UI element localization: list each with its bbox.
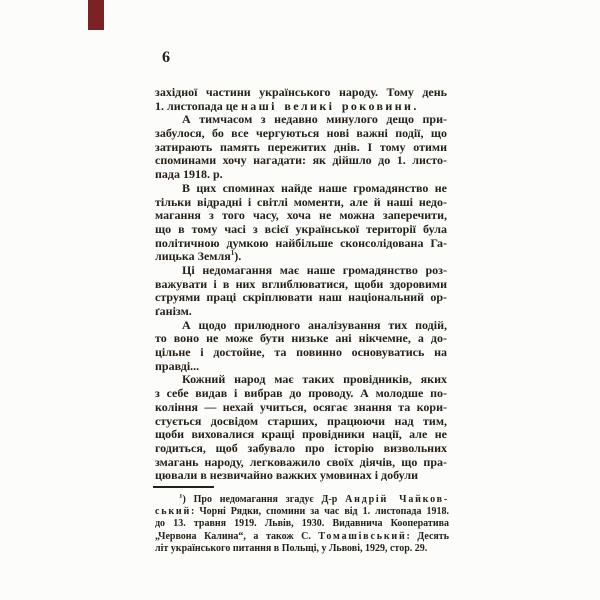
text-line: важувати і в них вглиблюватися, щоби здоровими xyxy=(155,277,447,291)
paragraph xyxy=(155,182,447,264)
text-line: струями праці скріплювати наш національний ор- xyxy=(155,291,447,305)
text-line: $^1$) Про недомагання згадує Д-р Андрій Чайков- xyxy=(155,494,449,506)
text-line: змагань народу, легковажило своїх діячів, що пра- xyxy=(155,455,447,469)
text-line: цювали в незвичайно важких умовинах і добули xyxy=(155,469,419,483)
text-line: тільки відрадні і світлі моменти, але й наші недо- xyxy=(155,195,447,209)
text-line: годиться, щоб забувало про історію визвольних xyxy=(155,441,447,455)
text-line: щоби виховалися кращі провідники нації, але не xyxy=(155,428,447,442)
text-line: „Червона Калина“, а також С. Томашівський: Десять xyxy=(155,530,449,542)
paragraph xyxy=(155,373,447,483)
text-line: А щодо прилюдного аналізування тих подій, xyxy=(182,318,447,332)
text-line: до 13. травня 1919. Львів, 1930. Видавнича Кооператива xyxy=(155,518,449,530)
text-line: забулося, бо все чергуються нові важні події, що xyxy=(155,127,447,141)
text-line: Кожний народ має таких провідників, яких xyxy=(182,373,447,387)
footnote-marker: 1 xyxy=(179,494,183,500)
text-line: споминами хочу нагадати: як дійшло до 1. листо- xyxy=(155,154,447,168)
text-line: стується досвідом старших, працюючи над тим, xyxy=(155,414,447,428)
text-line: А тимчасом з недавно минулого дещо при- xyxy=(182,113,447,127)
binding-mark xyxy=(88,0,104,30)
text-line: цільне і достойне, та повинно основуватись на xyxy=(155,346,447,360)
text-line: західної частини українського народу. Тому день xyxy=(155,86,447,99)
paragraph xyxy=(155,319,447,374)
text-line: правді... xyxy=(155,359,200,373)
footnote-marker: 1 xyxy=(230,250,235,258)
text-line: з себе видав і вибрав до проводу. А молодше по- xyxy=(155,387,447,401)
text-line: пада 1918. р. xyxy=(155,168,223,182)
body-text xyxy=(155,86,447,483)
text-line: затирають память пережитих днів. І тому отими xyxy=(155,140,447,154)
paragraph xyxy=(155,86,447,113)
text-line: лицька Земля$^1$). xyxy=(155,250,242,264)
text-line: ський: Чорні Рядки, спомини за час від 1. листопада 1918. xyxy=(155,506,449,518)
paragraph xyxy=(155,494,449,555)
footnote xyxy=(155,494,449,555)
paragraph xyxy=(155,113,447,181)
text-line: що в тому часі з всієї української території була xyxy=(155,222,447,236)
text-line: то воно не може бути низьке ані нікчемне, а до- xyxy=(155,332,447,346)
text-line: ґанізм. xyxy=(155,305,192,318)
text-line: 1. листопада це наші великі роковини. xyxy=(155,99,419,113)
text-line: політичною думкою найбільше сконсолідована Га- xyxy=(155,236,447,250)
text-line: Ці недомагання має наше громадянство роз- xyxy=(182,263,447,277)
paragraph xyxy=(155,264,447,319)
text-line: магання з того часу, хоча не можна заперечити, xyxy=(155,209,447,223)
text-line: коління — нехай учиться, осягає знання та кори- xyxy=(155,400,447,414)
footnote-separator-rule xyxy=(153,486,214,488)
text-line: літ українського питання в Польщі, у Львові, 1929, стор. 29. xyxy=(155,542,428,554)
page-number: 6 xyxy=(162,49,171,66)
text-line: В цих споминах найде наше громадянство не xyxy=(182,181,447,195)
